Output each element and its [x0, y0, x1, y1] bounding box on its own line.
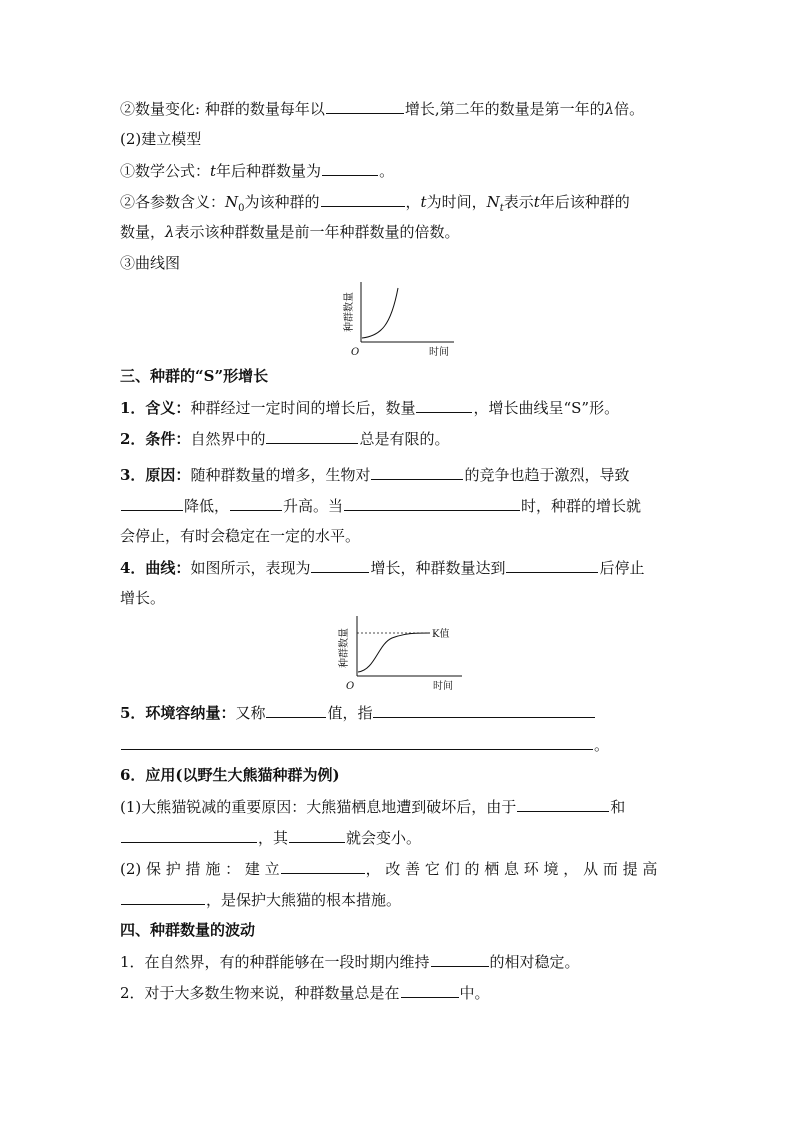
- fill-blank: [266, 428, 358, 444]
- fill-blank: [121, 889, 205, 905]
- text-line-5: [120, 222, 676, 242]
- s-curve-chart: [330, 614, 470, 694]
- text-line-8: [120, 397, 676, 418]
- lambda-symbol: λ: [165, 223, 175, 241]
- text-line-23: [120, 951, 676, 972]
- text-segment: 表示该种群数量是前一年种群数量的倍数。: [174, 223, 460, 241]
- fill-blank: [326, 98, 404, 114]
- section-heading-s-growth: 三、种群的“S”形增长: [120, 367, 269, 385]
- text-segment: ，其: [258, 829, 289, 847]
- text-line-15: [120, 702, 676, 723]
- text-segment: 表示: [503, 193, 534, 211]
- text-segment: ②各参数含义：: [120, 193, 226, 211]
- fill-blank: [371, 464, 463, 480]
- text-line-10: [120, 464, 676, 485]
- text-segment: 的竞争也趋于激烈，导致: [464, 466, 630, 484]
- text-segment: (2) 保 护 措 施 ： 建 立: [120, 860, 280, 878]
- item-label: 5．环境容纳量：: [120, 704, 236, 722]
- s-curve-figure: [330, 614, 470, 698]
- text-segment: 又称: [235, 704, 266, 722]
- variable-t: t: [533, 193, 540, 211]
- text-line-21: [120, 889, 676, 910]
- text-line-14: 增长。: [120, 589, 166, 607]
- subscript-t: t: [499, 203, 504, 214]
- fill-blank: [266, 702, 326, 718]
- fill-blank: [401, 982, 459, 998]
- text-segment: 为时间，: [426, 193, 487, 211]
- text-segment: 后停止: [599, 559, 645, 577]
- item-label: 1．含义：: [120, 399, 191, 417]
- text-segment: 总是有限的。: [359, 430, 450, 448]
- variable-t: t: [210, 162, 217, 180]
- text-line-9: [120, 428, 676, 449]
- text-segment: 倍。: [614, 100, 645, 118]
- text-segment: 数量，: [120, 223, 166, 241]
- text-segment: 增长，种群数量达到: [370, 559, 506, 577]
- text-segment: 为该种群的: [244, 193, 320, 211]
- text-segment: 年后该种群的: [539, 193, 630, 211]
- section-heading-fluctuation: 四、种群数量的波动: [120, 921, 256, 939]
- text-line-12: 会停止，有时会稳定在一定的水平。: [120, 527, 361, 545]
- item-label: 4．曲线：: [120, 559, 191, 577]
- lambda-symbol: λ: [604, 100, 615, 118]
- text-line-4: [120, 191, 676, 219]
- fill-blank: [344, 495, 520, 511]
- text-line-20: [120, 858, 676, 879]
- text-segment: 随种群数量的增多，生物对: [190, 466, 371, 484]
- text-line-16: [120, 734, 676, 755]
- fill-blank: [121, 495, 183, 511]
- text-segment: 中。: [459, 984, 490, 1002]
- fill-blank: [321, 191, 405, 207]
- variable-N: N: [225, 193, 239, 211]
- text-segment: 2．对于大多数生物来说，种群数量总是在: [120, 984, 400, 1002]
- fill-blank: [506, 557, 598, 573]
- fill-blank: [311, 557, 369, 573]
- text-line-18: [120, 796, 676, 817]
- text-line-17: 6．应用(以野生大熊猫种群为例): [120, 766, 340, 784]
- text-segment: 。: [379, 162, 395, 180]
- text-line-6: ③曲线图: [120, 254, 181, 272]
- text-line-24: [120, 982, 676, 1003]
- fill-blank: [289, 827, 345, 843]
- fill-blank: [121, 827, 257, 843]
- item-label: 3．原因：: [120, 466, 191, 484]
- fill-blank: [431, 951, 489, 967]
- text-segment: 的相对稳定。: [489, 953, 580, 971]
- subscript-0: 0: [238, 203, 245, 214]
- text-line-3: [120, 160, 676, 181]
- text-segment: ，增长曲线呈“S”形。: [473, 399, 620, 417]
- text-segment: ，是保护大熊猫的根本措施。: [206, 891, 402, 909]
- text-segment: 如图所示，表现为: [190, 559, 311, 577]
- text-segment: 降低，: [184, 497, 230, 515]
- text-segment: ， 改 善 它 们 的 栖 息 环 境 ， 从 而 提 高: [365, 860, 658, 878]
- x-axis-label: 时间: [433, 681, 453, 692]
- text-segment: ，: [405, 193, 421, 211]
- text-segment: (1)大熊猫锐减的重要原因：大熊猫栖息地遭到破坏后，由于: [120, 798, 517, 816]
- text-segment: 就会变小。: [346, 829, 422, 847]
- y-axis-label: 种群数量: [339, 628, 350, 668]
- text-segment: 。: [594, 736, 610, 754]
- fill-blank: [281, 858, 365, 874]
- fill-blank: [322, 160, 378, 176]
- origin-label: O: [351, 347, 360, 358]
- text-segment: 增长,第二年的数量是第一年的: [404, 100, 605, 118]
- fill-blank: [373, 702, 595, 718]
- text-segment: 自然界中的: [190, 430, 266, 448]
- fill-blank: [416, 397, 472, 413]
- x-axis-label: 时间: [429, 347, 449, 358]
- y-axis-label: 种群数量: [344, 292, 355, 332]
- origin-label: O: [346, 681, 355, 692]
- fill-blank: [121, 734, 593, 750]
- text-segment: 1．在自然界，有的种群能够在一段时期内维持: [120, 953, 430, 971]
- text-segment: 时，种群的增长就: [521, 497, 642, 515]
- text-line-2: (2)建立模型: [120, 130, 202, 148]
- variable-t: t: [420, 193, 427, 211]
- text-segment: 值，指: [327, 704, 373, 722]
- item-label: 2．条件：: [120, 430, 191, 448]
- text-line-1: [120, 98, 676, 119]
- s-growth-curve: [358, 633, 430, 672]
- text-segment: 升高。当: [283, 497, 344, 515]
- text-segment: ②数量变化: 种群的数量每年以: [120, 100, 325, 118]
- fill-blank: [517, 796, 609, 812]
- k-value-label: K值: [432, 629, 450, 640]
- variable-N: N: [486, 193, 500, 211]
- j-curve-chart: [336, 280, 460, 360]
- text-segment: ①数学公式：: [120, 162, 211, 180]
- text-segment: 种群经过一定时间的增长后，数量: [190, 399, 416, 417]
- fill-blank: [230, 495, 282, 511]
- text-line-19: [120, 827, 676, 848]
- j-growth-curve: [362, 288, 398, 338]
- text-line-13: [120, 557, 676, 578]
- j-curve-figure: [336, 280, 460, 364]
- text-line-11: [120, 495, 676, 516]
- text-segment: 年后种群数量为: [216, 162, 322, 180]
- text-segment: 和: [610, 798, 626, 816]
